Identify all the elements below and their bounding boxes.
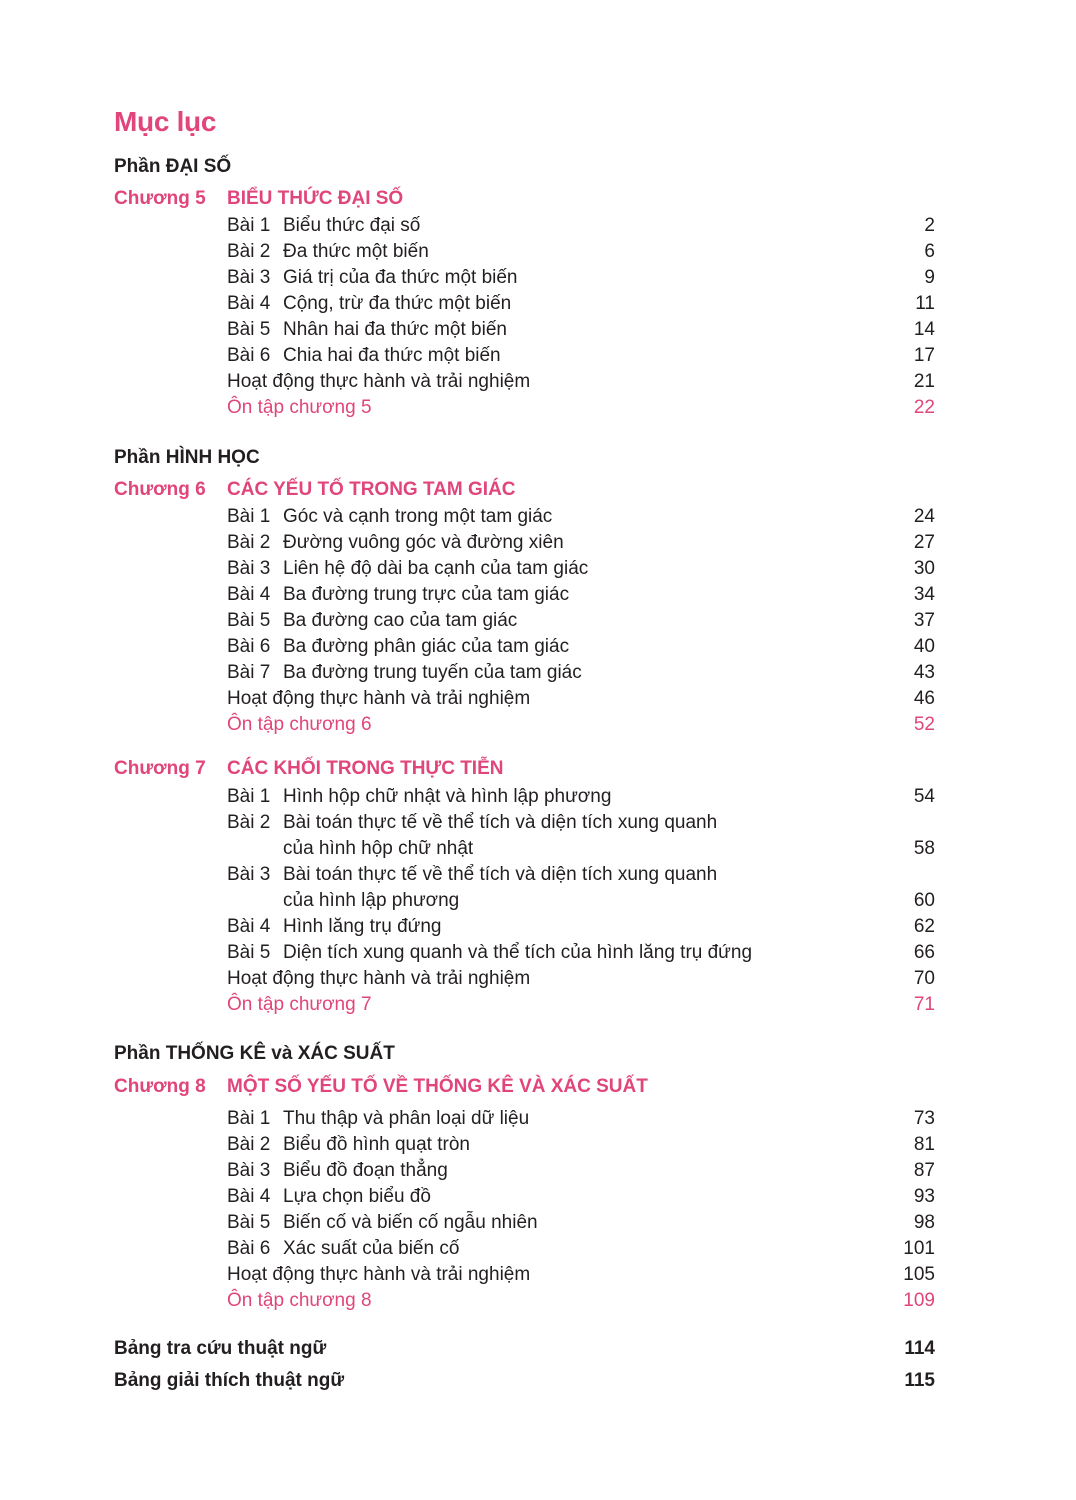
toc-entry-glossary-explanations[interactable]	[114, 1368, 935, 1394]
toc-entry-activity[interactable]	[227, 966, 935, 992]
lesson-number: Bài 7	[227, 662, 271, 683]
page-number: 114	[904, 1338, 935, 1359]
activity-name: Hoạt động thực hành và trải nghiệm	[227, 371, 531, 392]
lesson-number: Bài 6	[227, 636, 271, 657]
page-number: 105	[903, 1264, 935, 1285]
review-name: Ôn tập chương 6	[227, 714, 372, 735]
lesson-name: Cộng, trừ đa thức một biến	[283, 293, 512, 314]
lesson-number: Bài 1	[227, 506, 271, 527]
page-number: 43	[913, 662, 935, 683]
page-number: 30	[913, 558, 935, 579]
page-number: 93	[913, 1186, 935, 1207]
lesson-number: Bài 1	[227, 786, 271, 807]
toc-entry[interactable]	[227, 1132, 935, 1158]
lesson-name: Thu thập và phân loại dữ liệu	[283, 1108, 530, 1129]
toc-entry[interactable]	[227, 265, 935, 291]
lesson-name: Ba đường phân giác của tam giác	[283, 636, 570, 657]
page-number: 73	[913, 1108, 935, 1129]
activity-name: Hoạt động thực hành và trải nghiệm	[227, 688, 531, 709]
page-number: 71	[913, 994, 935, 1015]
page-number: 54	[913, 786, 935, 807]
lesson-name: Chia hai đa thức một biến	[283, 345, 501, 366]
toc-entry[interactable]	[227, 213, 935, 239]
lesson-number: Bài 3	[227, 864, 271, 885]
chapter-label-6: Chương 6	[114, 479, 206, 500]
lesson-number: Bài 4	[227, 293, 271, 314]
lesson-number: Bài 5	[227, 610, 271, 631]
page-number: 24	[913, 506, 935, 527]
lesson-name: Hình hộp chữ nhật và hình lập phương	[283, 786, 612, 807]
lesson-name: Nhân hai đa thức một biến	[283, 319, 507, 340]
page-number: 81	[913, 1134, 935, 1155]
toc-entry[interactable]	[227, 291, 935, 317]
lesson-number: Bài 3	[227, 267, 271, 288]
chapter-title-7: CÁC KHỐI TRONG THỰC TIỄN	[227, 758, 504, 779]
page-number: 58	[913, 838, 935, 859]
toc-entry[interactable]	[227, 914, 935, 940]
toc-entry[interactable]	[227, 810, 935, 836]
lesson-number: Bài 3	[227, 558, 271, 579]
lesson-name: Biến cố và biến cố ngẫu nhiên	[283, 1212, 538, 1233]
lesson-name: Ba đường cao của tam giác	[283, 610, 518, 631]
lesson-number: Bài 6	[227, 345, 271, 366]
appendix-name: Bảng giải thích thuật ngữ	[114, 1370, 345, 1391]
toc-entry-review[interactable]	[227, 712, 935, 738]
toc-entry[interactable]	[227, 504, 935, 530]
chapter-title-8: MỘT SỐ YẾU TỐ VỀ THỐNG KÊ VÀ XÁC SUẤT	[227, 1076, 648, 1097]
page-number: 62	[913, 916, 935, 937]
toc-entry-activity[interactable]	[227, 1262, 935, 1288]
page-number: 66	[913, 942, 935, 963]
lesson-number: Bài 4	[227, 1186, 271, 1207]
toc-entry[interactable]	[227, 239, 935, 265]
activity-name: Hoạt động thực hành và trải nghiệm	[227, 1264, 531, 1285]
toc-entry-review[interactable]	[227, 992, 935, 1018]
lesson-number: Bài 2	[227, 241, 271, 262]
lesson-number: Bài 2	[227, 1134, 271, 1155]
chapter-label-7: Chương 7	[114, 758, 206, 779]
toc-entry[interactable]	[227, 784, 935, 810]
appendix-name: Bảng tra cứu thuật ngữ	[114, 1338, 327, 1359]
page-number: 60	[913, 890, 935, 911]
page-number: 70	[913, 968, 935, 989]
lesson-number: Bài 2	[227, 532, 271, 553]
toc-entry[interactable]	[227, 1236, 935, 1262]
page-number: 17	[913, 345, 935, 366]
lesson-name: Góc và cạnh trong một tam giác	[283, 506, 553, 527]
chapter-title-6: CÁC YẾU TỐ TRONG TAM GIÁC	[227, 479, 516, 500]
toc-entry[interactable]	[227, 1158, 935, 1184]
page-number: 27	[913, 532, 935, 553]
toc-entry[interactable]	[227, 317, 935, 343]
toc-entry-review[interactable]	[227, 395, 935, 421]
lesson-name-continuation: của hình hộp chữ nhật	[283, 838, 474, 859]
page-number: 115	[904, 1370, 935, 1391]
part-heading-geometry: Phần HÌNH HỌC	[114, 447, 260, 468]
lesson-name: Biểu đồ hình quạt tròn	[283, 1134, 470, 1155]
lesson-name: Đa thức một biến	[283, 241, 429, 262]
toc-entry-review[interactable]	[227, 1288, 935, 1314]
lesson-name: Xác suất của biến cố	[283, 1238, 460, 1259]
toc-entry-glossary-index[interactable]	[114, 1336, 935, 1362]
lesson-number: Bài 5	[227, 319, 271, 340]
chapter-label-5: Chương 5	[114, 188, 206, 209]
review-name: Ôn tập chương 7	[227, 994, 372, 1015]
page-number: 14	[913, 319, 935, 340]
activity-name: Hoạt động thực hành và trải nghiệm	[227, 968, 531, 989]
toc-entry-activity[interactable]	[227, 369, 935, 395]
toc-entry[interactable]	[227, 660, 935, 686]
lesson-name: Liên hệ độ dài ba cạnh của tam giác	[283, 558, 589, 579]
toc-entry[interactable]	[227, 862, 935, 888]
page-number: 52	[913, 714, 935, 735]
toc-entry-activity[interactable]	[227, 686, 935, 712]
lesson-name: Hình lăng trụ đứng	[283, 916, 442, 937]
lesson-name: Bài toán thực tế về thể tích và diện tích xung quanh	[283, 864, 718, 885]
chapter-title-5: BIỂU THỨC ĐẠI SỐ	[227, 188, 404, 209]
toc-entry[interactable]	[227, 343, 935, 369]
page-number: 109	[903, 1290, 935, 1311]
page-number: 37	[913, 610, 935, 631]
page-number: 21	[913, 371, 935, 392]
toc-entry-continuation[interactable]	[227, 836, 935, 862]
page-number: 40	[913, 636, 935, 657]
lesson-name: Biểu đồ đoạn thẳng	[283, 1160, 448, 1181]
lesson-name: Biểu thức đại số	[283, 215, 421, 236]
lesson-number: Bài 4	[227, 584, 271, 605]
page-number: 6	[924, 241, 935, 262]
lesson-name: Ba đường trung trực của tam giác	[283, 584, 570, 605]
page-number: 11	[915, 293, 935, 314]
lesson-number: Bài 6	[227, 1238, 271, 1259]
lesson-name: Lựa chọn biểu đồ	[283, 1186, 431, 1207]
review-name: Ôn tập chương 5	[227, 397, 372, 418]
lesson-name: Ba đường trung tuyến của tam giác	[283, 662, 582, 683]
lesson-number: Bài 1	[227, 1108, 271, 1129]
page-number: 22	[913, 397, 935, 418]
page-number: 9	[924, 267, 935, 288]
lesson-number: Bài 1	[227, 215, 271, 236]
toc-entry[interactable]	[227, 556, 935, 582]
lesson-number: Bài 2	[227, 812, 271, 833]
lesson-number: Bài 5	[227, 942, 271, 963]
lesson-number: Bài 5	[227, 1212, 271, 1233]
toc-entry[interactable]	[227, 608, 935, 634]
lesson-number: Bài 3	[227, 1160, 271, 1181]
chapter-label-8: Chương 8	[114, 1076, 206, 1097]
toc-entry[interactable]	[227, 1106, 935, 1132]
page-number: 98	[913, 1212, 935, 1233]
toc-entry[interactable]	[227, 1210, 935, 1236]
lesson-name: Bài toán thực tế về thể tích và diện tích xung quanh	[283, 812, 718, 833]
part-heading-statistics-probability: Phần THỐNG KÊ và XÁC SUẤT	[114, 1043, 395, 1064]
toc-entry[interactable]	[227, 634, 935, 660]
page-number: 46	[913, 688, 935, 709]
lesson-name: Đường vuông góc và đường xiên	[283, 532, 564, 553]
lesson-name: Giá trị của đa thức một biến	[283, 267, 518, 288]
page-number: 87	[913, 1160, 935, 1181]
page-number: 34	[913, 584, 935, 605]
toc-entry[interactable]	[227, 530, 935, 556]
page-title: Mục lục	[114, 106, 217, 137]
lesson-number: Bài 4	[227, 916, 271, 937]
toc-entry-continuation[interactable]	[227, 888, 935, 914]
lesson-name-continuation: của hình lập phương	[283, 890, 460, 911]
review-name: Ôn tập chương 8	[227, 1290, 372, 1311]
toc-entry[interactable]	[227, 940, 935, 966]
part-heading-algebra: Phần ĐẠI SỐ	[114, 156, 232, 177]
page-number: 101	[903, 1238, 935, 1259]
page-number: 2	[924, 215, 935, 236]
toc-entry[interactable]	[227, 1184, 935, 1210]
toc-entry[interactable]	[227, 582, 935, 608]
lesson-name: Diện tích xung quanh và thể tích của hình lăng trụ đứng	[283, 942, 753, 963]
